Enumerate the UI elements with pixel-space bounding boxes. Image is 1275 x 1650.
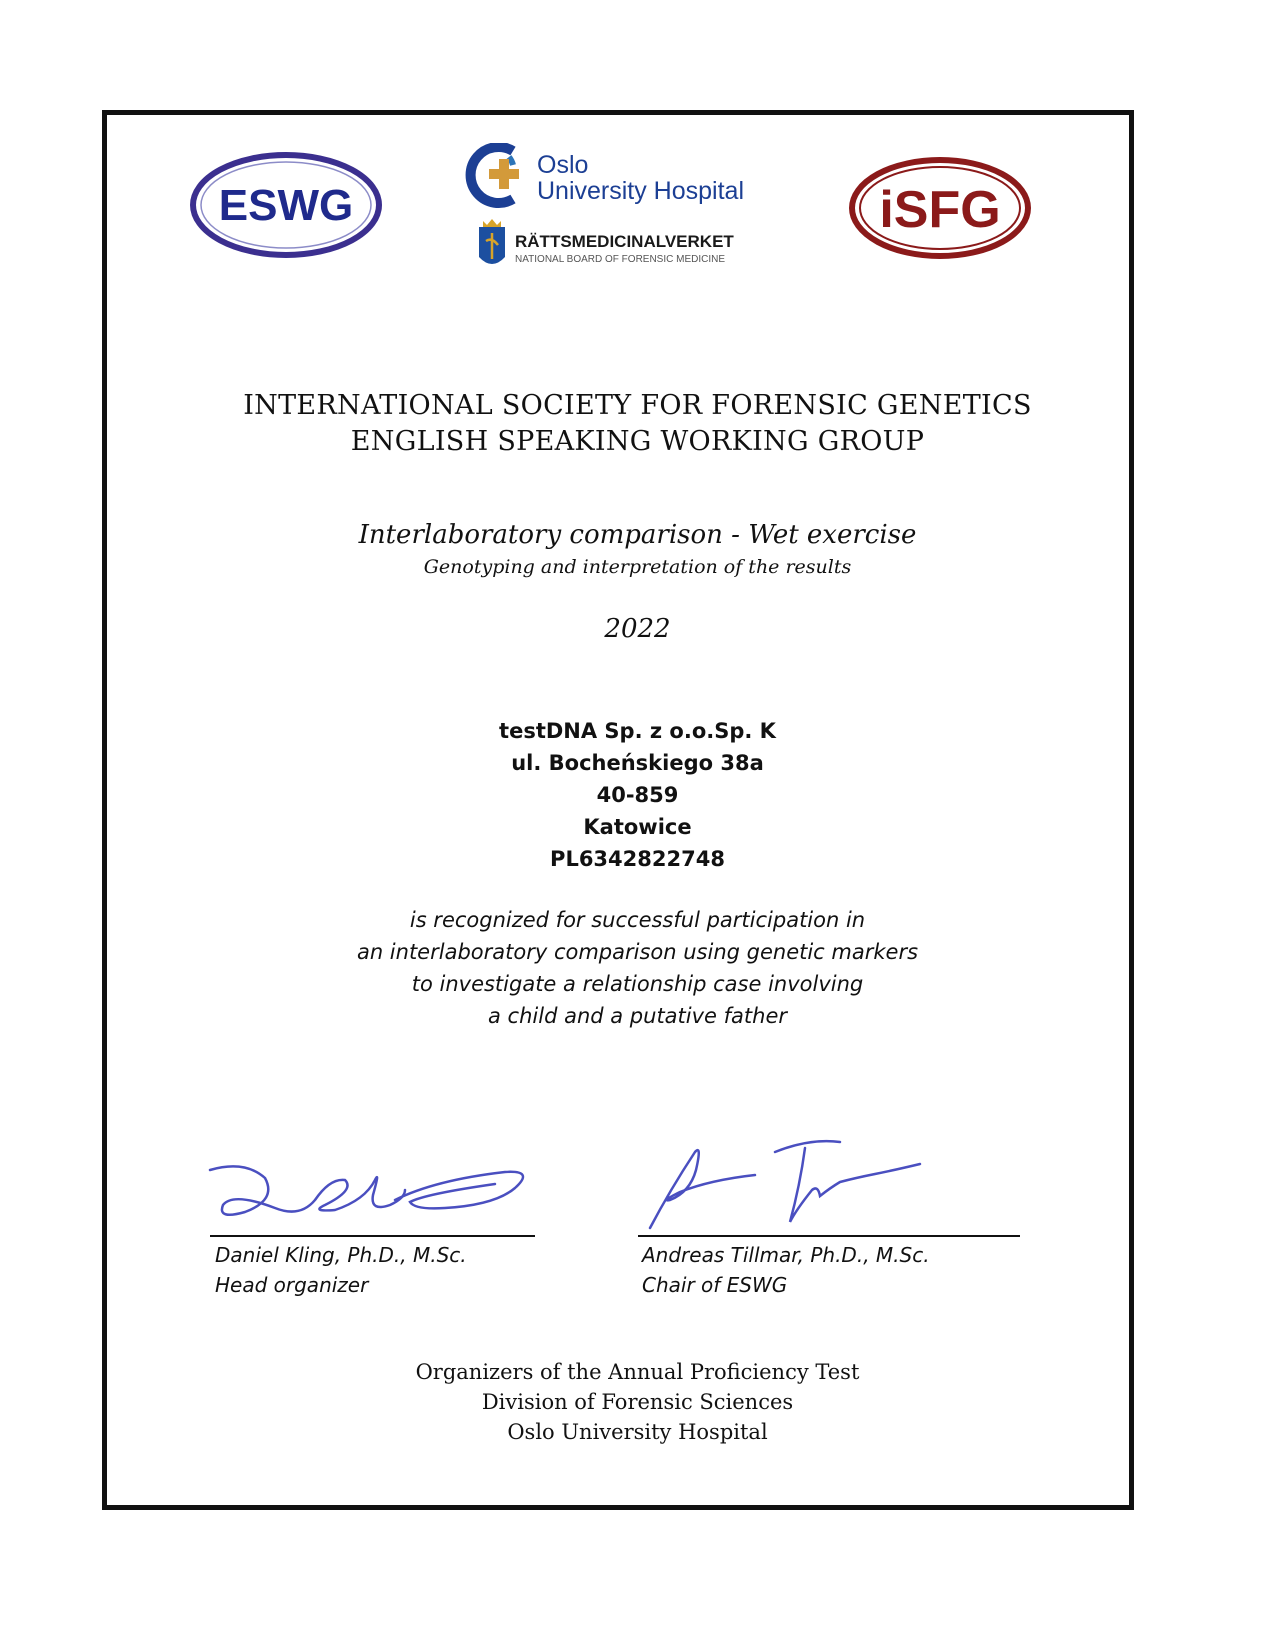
signatory-role: Chair of ESWG	[642, 1273, 788, 1297]
recipient-address	[0, 715, 1275, 875]
oslo-university-hospital-logo	[455, 143, 785, 209]
recognition-line: an interlaboratory comparison using genetic markers	[356, 940, 919, 964]
signatory-name: Daniel Kling, Ph.D., M.Sc.	[215, 1243, 467, 1267]
signatory-role: Head organizer	[215, 1273, 369, 1297]
recipient-city: Katowice	[583, 815, 692, 839]
rattsmedicinalverket-logo	[475, 215, 765, 275]
organizers-line: Organizers of the Annual Proficiency Test	[415, 1360, 860, 1384]
recognition-line: is recognized for successful participation in	[409, 908, 866, 932]
eswg-logo-text: ESWG	[218, 181, 354, 230]
certificate-heading	[0, 388, 1275, 460]
signatory-2	[642, 1240, 930, 1300]
organizers-line: Division of Forensic Sciences	[481, 1390, 794, 1414]
signature-line-1	[210, 1235, 535, 1237]
svg-text:University Hospital: University Hospital	[537, 177, 745, 205]
recipient-vat-id: PL6342822748	[550, 847, 725, 871]
recipient-postal-code: 40-859	[596, 783, 679, 807]
heading-line-2: ENGLISH SPEAKING WORKING GROUP	[350, 426, 925, 457]
signatory-1	[215, 1240, 467, 1300]
svg-text:NATIONAL BOARD OF FORENSIC MED: NATIONAL BOARD OF FORENSIC MEDICINE	[515, 254, 726, 265]
organizers-line: Oslo University Hospital	[507, 1420, 768, 1444]
svg-text:Oslo: Oslo	[537, 151, 589, 179]
heading-line-1: INTERNATIONAL SOCIETY FOR FORENSIC GENETICS	[243, 390, 1032, 421]
signature-line-2	[638, 1235, 1020, 1237]
recognition-line: a child and a putative father	[488, 1004, 787, 1028]
eswg-logo	[188, 150, 384, 260]
svg-text:RÄTTSMEDICINALVERKET: RÄTTSMEDICINALVERKET	[515, 232, 734, 251]
recognition-statement	[0, 904, 1275, 1032]
recognition-line: to investigate a relationship case involving	[411, 972, 864, 996]
signature-andreas-tillmar	[640, 1130, 940, 1235]
organizers-block	[0, 1357, 1275, 1447]
recipient-street: ul. Bocheńskiego 38a	[511, 751, 764, 775]
exercise-subtitle: Genotyping and interpretation of the results	[423, 556, 852, 578]
certificate-year: 2022	[604, 614, 671, 644]
signatory-name: Andreas Tillmar, Ph.D., M.Sc.	[642, 1243, 930, 1267]
signature-daniel-kling	[205, 1150, 545, 1235]
isfg-logo-text: iSFG	[879, 181, 1001, 239]
exercise-title: Interlaboratory comparison - Wet exercise	[358, 520, 917, 550]
recipient-name: testDNA Sp. z o.o.Sp. K	[499, 719, 776, 743]
isfg-logo	[845, 155, 1035, 261]
